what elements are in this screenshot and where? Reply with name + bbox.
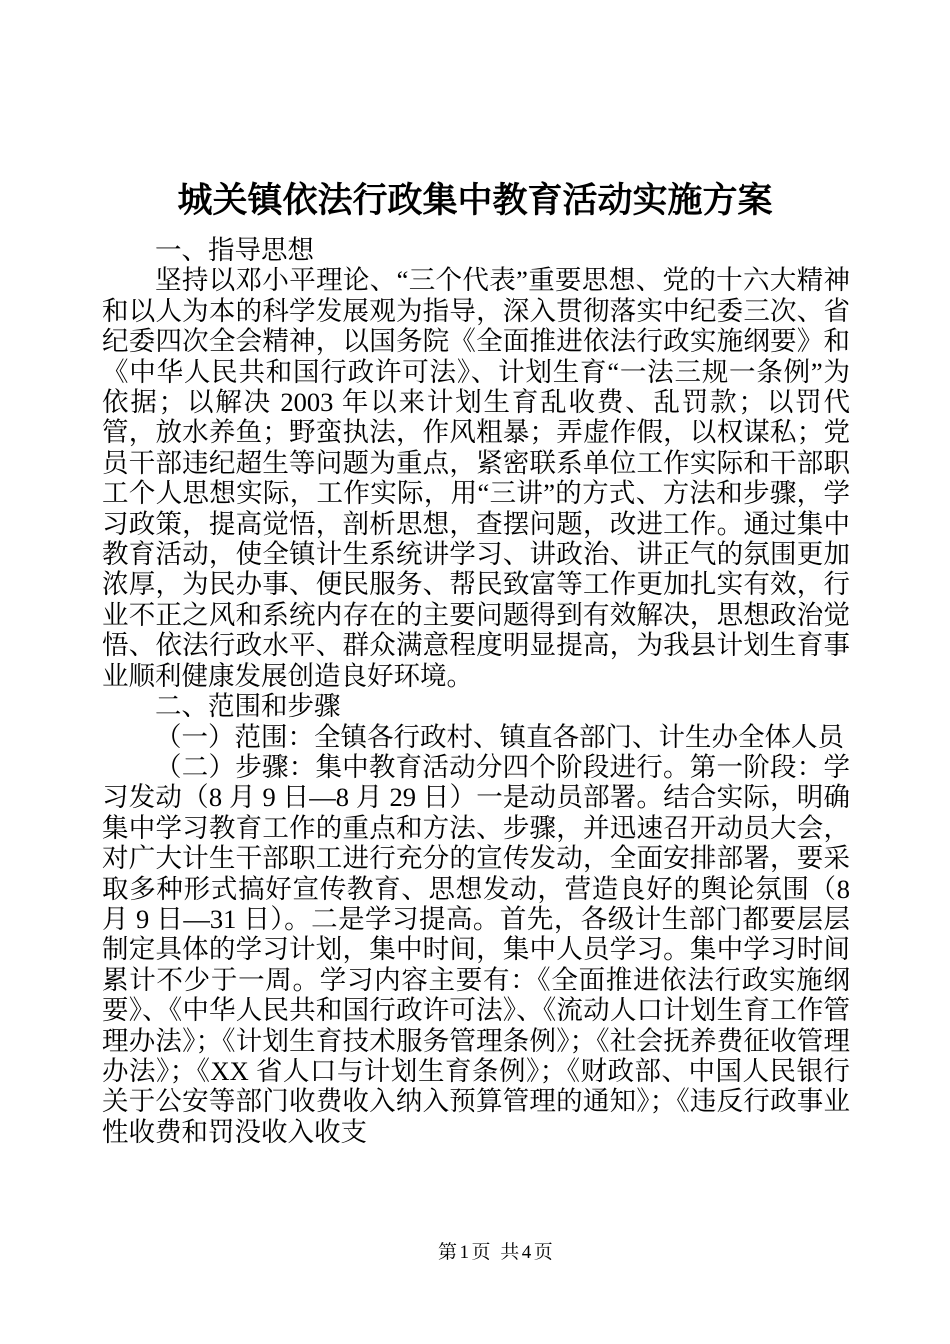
section-heading-2: 二、范围和步骤 <box>155 691 341 722</box>
paragraph-guiding-ideology: 坚持以邓小平理论、“三个代表”重要思想、党的十六大精神和以人为本的科学发展观为指导，深入贯彻落实中纪委三次、省纪委四次全会精神，以国务院《全面推进依法行政实施纲要》和《中华人民共和国行政许可法》、计划生育“一法三规一条例”为依据；以解决 2003 年以来计划生育乱收费、乱罚款；以罚代管，放水养鱼；野蛮执法，作风粗暴；弄虚作假，以权谋私；党员干部违纪超生等问题为重点，紧密联系单位工作实际和干部职工个人思想实际，工作实际，用“三讲”的方式、方法和步骤，学习政策，提高觉悟，剖析思想，查摆问题，改进工作。通过集中教育活动，使全镇计生系统讲学习、讲政治、讲正气的氛围更加浓厚，为民办事、便民服务、帮民致富等工作更加扎实有效，行业不正之风和系统内存在的主要问题得到有效解决，思想政治觉悟、依法行政水平、群众满意程度明显提高，为我县计划生育事业顺利健康发展创造良好环境。 <box>102 265 850 691</box>
paragraph-scope: （一）范围：全镇各行政村、镇直各部门、计生办全体人员 <box>155 721 844 752</box>
document-body <box>102 235 850 1147</box>
section-heading-1: 一、指导思想 <box>155 235 314 265</box>
document-title: 城关镇依法行政集中教育活动实施方案 <box>177 181 773 220</box>
page-number-label: 第1页 共4页 <box>438 1242 556 1263</box>
paragraph-steps: （二）步骤：集中教育活动分四个阶段进行。第一阶段：学习发动（8 月 9 日—8 月 29 日）一是动员部署。结合实际，明确集中学习教育工作的重点和方法、步骤，并迅速召开动员大会，对广大计生干部职工进行充分的宣传发动，全面安排部署，要采取多种形式搞好宣传教育、思想发动，营造良好的舆论氛围（8 月 9 日—31 日）。二是学习提高。首先，各级计生部门都要层层制定具体的学习计划，集中时间，集中人员学习。集中学习时间累计不少于一周。学习内容主要有：《全面推进依法行政实施纲要》、《中华人民共和国行政许可法》、《流动人口计划生育工作管理办法》；《计划生育技术服务管理条例》；《社会抚养费征收管理办法》；《XX 省人口与计划生育条例》；《财政部、中国人民银行关于公安等部门收费收入纳入预算管理的通知》；《违反行政事业性收费和罚没收入收支 <box>102 751 850 1147</box>
page-footer <box>438 1242 555 1264</box>
